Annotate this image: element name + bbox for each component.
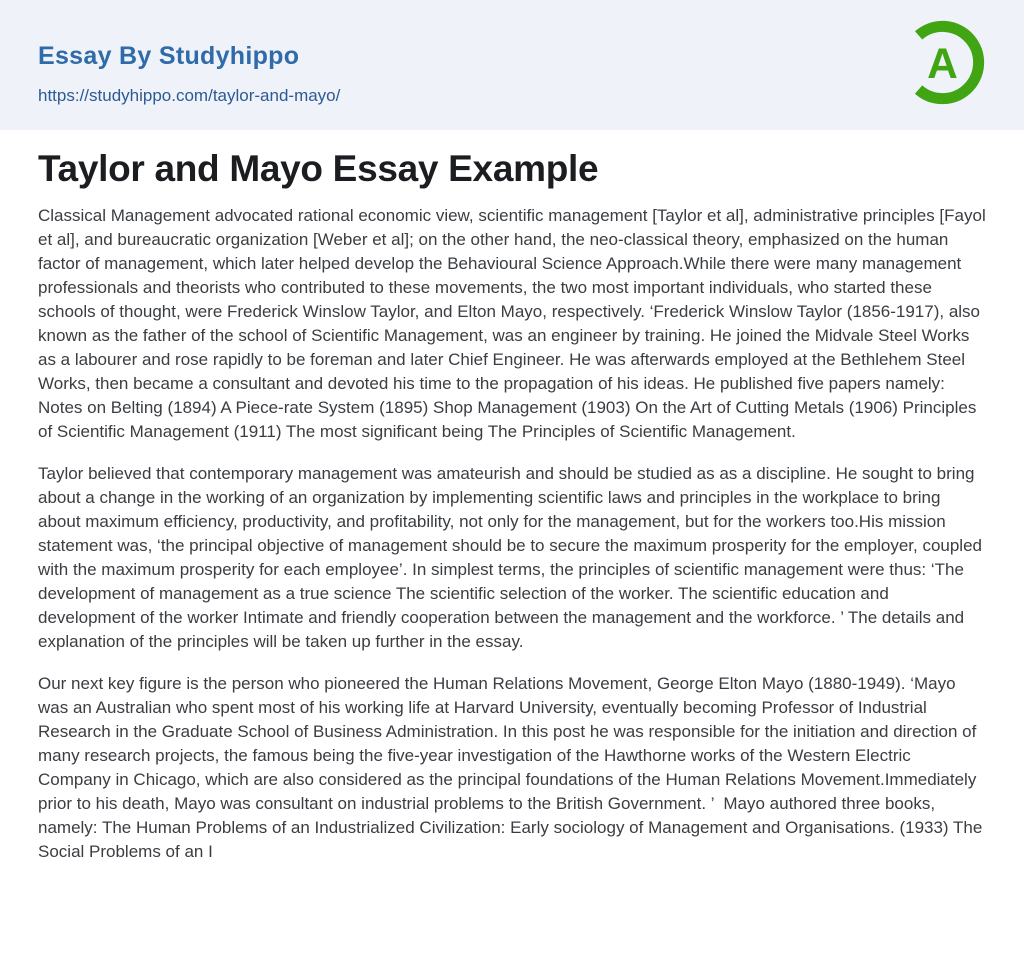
page-url-link[interactable]: https://studyhippo.com/taylor-and-mayo/: [38, 86, 341, 105]
essay-paragraph: Taylor believed that contemporary management was amateurish and should be studied as as a discipline. He sought to bring about a change in the working of an organization by implementing scientific laws and principles in the workplace to bring about maximum efficiency, productivity, and profitability, not only for the management, but for the workers too.His mission statement was, ‘the principal objective of management should be to secure the maximum prosperity for the employer, coupled with the maximum prosperity for each employee’. In simplest terms, the principles of scientific management were thus: ‘The development of management as a true science The scientific selection of the worker. The scientific education and development of the worker Intimate and friendly cooperation between the management and the workforce. ’ The details and explanation of the principles will be taken up further in the essay.: [38, 464, 987, 651]
essay-content: [0, 130, 1024, 864]
studyhippo-logo: [900, 20, 985, 105]
studyhippo-logo-icon: [900, 20, 985, 105]
essay-paragraph: Our next key figure is the person who pioneered the Human Relations Movement, George Elton Mayo (1880-1949). ‘Mayo was an Australian who spent most of his working life at Harvard University, eventually becoming Professor of Industrial Research in the Graduate School of Business Administration. In this post he was responsible for the initiation and direction of many research projects, the famous being the five-year investigation of the Hawthorne works of the Western Electric Company in Chicago, which are also considered as the principal foundations of the Human Relations Movement.Immediately prior to his death, Mayo was consultant on industrial problems to the British Government. ’ Mayo authored three books, namely: The Human Problems of an Industrialized Civilization: Early sociology of Management and Organisations. (1933) The Social Problems of an I: [38, 674, 988, 861]
page-header: [0, 0, 1024, 130]
logo-letter: A: [927, 40, 958, 88]
site-title: Essay By Studyhippo: [38, 42, 300, 70]
essay-paragraph: Classical Management advocated rational economic view, scientific management [Taylor et al], administrative principles [Fayol et al], and bureaucratic organization [Weber et al]; on the other hand, the neo-classical theory, emphasized on the human factor of management, which later helped develop the Behavioural Science Approach.While there were many management professionals and theorists who contributed to these movements, the two most important individuals, who started these schools of thought, were Frederick Winslow Taylor, and Elton Mayo, respectively. ‘Frederick Winslow Taylor (1856-1917), also known as the father of the school of Scientific Management, was an engineer by training. He joined the Midvale Steel Works as a labourer and rose rapidly to be foreman and later Chief Engineer. He was afterwards employed at the Bethlehem Steel Works, then became a consultant and devoted his time to the propagation of his ideas. He published five papers namely: Notes on Belting (1894) A Piece-rate System (1895) Shop Management (1903) On the Art of Cutting Metals (1906) Principles of Scientific Management (1911) The most significant being The Principles of Scientific Management.: [38, 206, 991, 441]
page-title: Taylor and Mayo Essay Example: [38, 148, 599, 189]
